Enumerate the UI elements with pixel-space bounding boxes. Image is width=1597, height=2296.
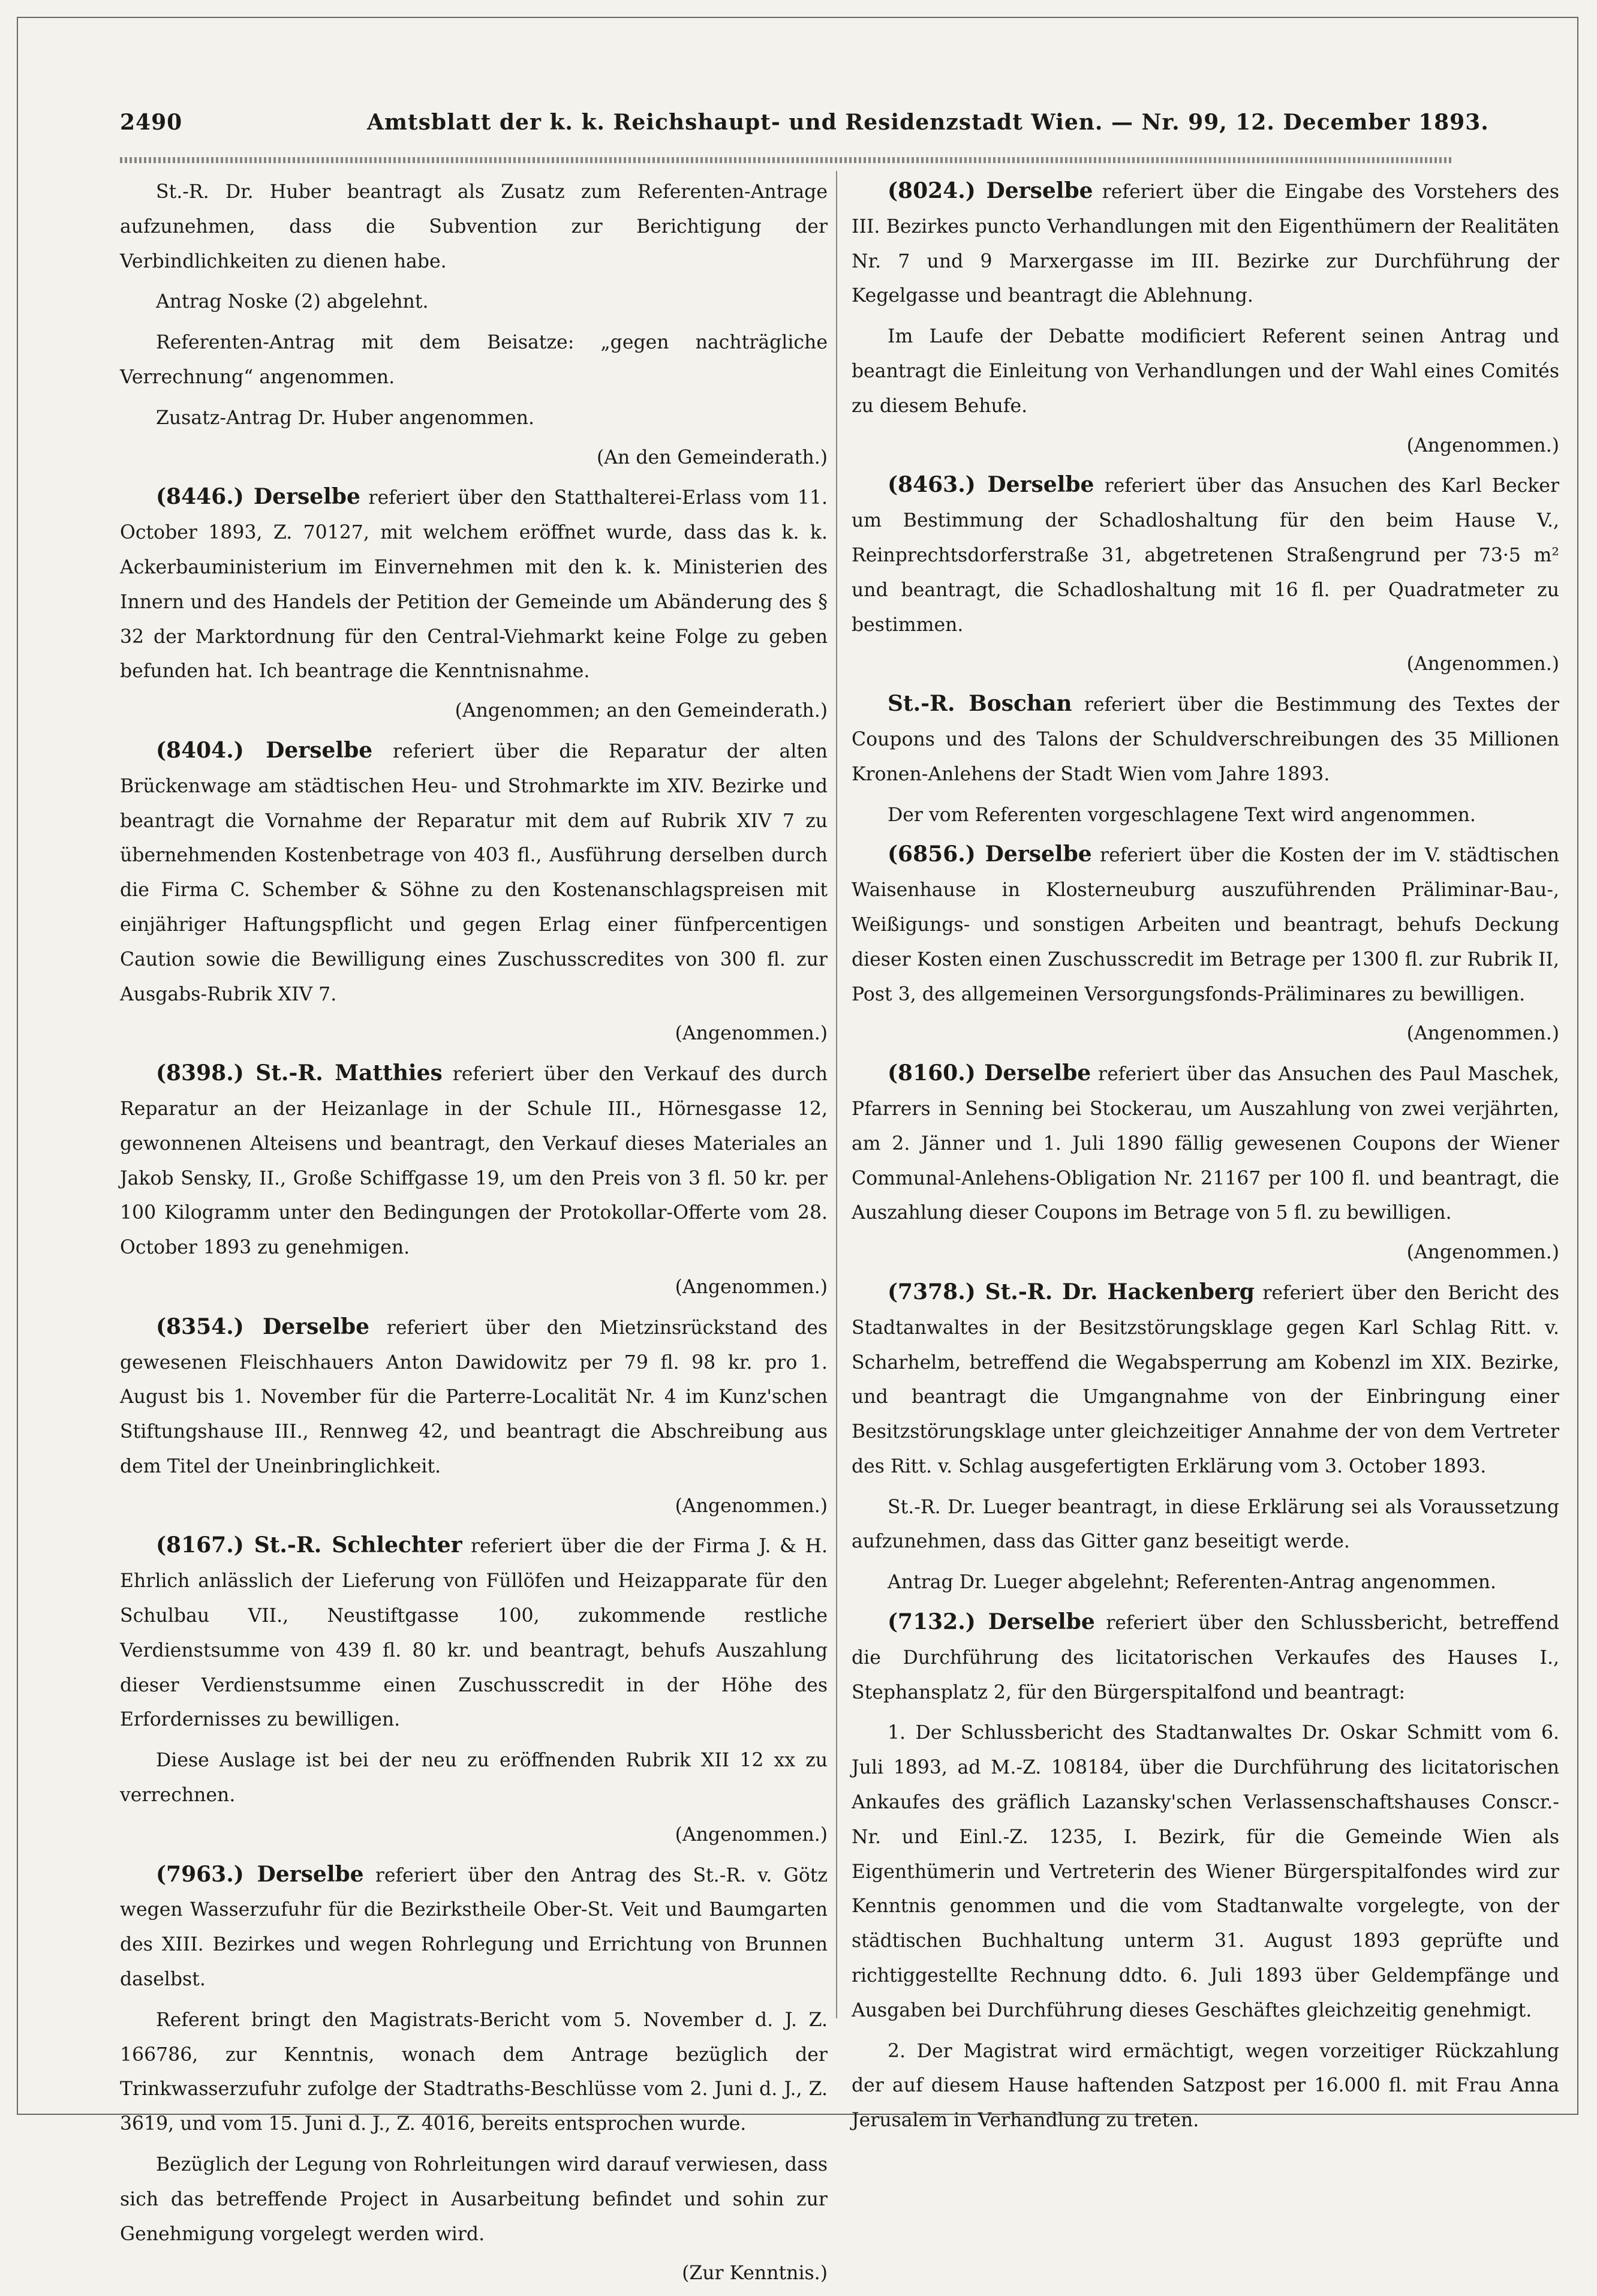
paragraph: Der vom Referenten vorgeschlagene Text wird angenommen. — [888, 804, 1476, 826]
paragraph: Referenten-Antrag mit dem Beisatze: „gegen nachträgliche Verrechnung“ angenommen. — [120, 332, 828, 388]
header-rule — [120, 157, 1451, 163]
resolution: (Angenommen.) — [675, 1495, 828, 1517]
paragraph: (8167.) St.-R. Schlechter referiert über die der Firma J. & H. Ehrlich anlässlich der Lieferung von Füllöfen und Heizapparate für den Schulbau VII., Neustiftgasse 100, zukommende restliche Verdienstsumme von 439 fl. 80 kr. und beantragt, behufs Auszahlung dieser Verdienstsumme einen Zuschusscredit in der Höhe des Erfordernisses zu bewilligen. — [120, 1532, 828, 1731]
paragraph: (6856.) Derselbe referiert über die Kosten der im V. städtischen Waisenhause in Klosterneuburg auszuführenden Präliminar-Bau-, Weißigungs- und sonstigen Arbeiten und beantragt, behufs Deckung dieser Kosten einen Zuschusscredit im Betrage per 1300 fl. zur Rubrik II, Post 3, des allgemeinen Versorgungsfonds-Präliminares zu bewilligen. — [852, 842, 1560, 1005]
paragraph: (7378.) St.-R. Dr. Hackenberg referiert über den Bericht des Stadtanwaltes in der Besitzstörungsklage gegen Karl Schlag Ritt. v. Scharhelm, betreffend die Wegabsperrung am Kobenzl im XIX. Bezirke, und beantragt die Umgangnahme von der Einbringung einer Besitzstörungsklage unter gleichzeitiger Annahme der von dem Vertreter des Ritt. v. Schlag ausgefertigten Erklärung vom 3. October 1893. — [852, 1279, 1560, 1477]
paragraph: (7963.) Derselbe referiert über den Antrag des St.-R. v. Götz wegen Wasserzufuhr für die Bezirkstheile Ober-St. Veit und Baumgarten des XIII. Bezirkes und wegen Rohrlegung und Errichtung von Brunnen daselbst. — [120, 1861, 828, 1991]
resolution: (Angenommen.) — [1406, 1023, 1559, 1045]
paragraph: Antrag Dr. Lueger abgelehnt; Referenten-Antrag angenommen. — [888, 1571, 1497, 1594]
resolution: (Angenommen.) — [1406, 653, 1559, 675]
resolution: (Angenommen.) — [675, 1023, 828, 1045]
paragraph: Antrag Noske (2) abgelehnt. — [156, 291, 429, 313]
resolution: (Angenommen.) — [675, 1276, 828, 1298]
right-column — [852, 174, 1559, 2143]
paragraph: (8446.) Derselbe referiert über den Statthalterei-Erlass vom 11. October 1893, Z. 70127, mit welchem eröffnet wurde, dass das k. k. Ackerbauministerium im Einvernehmen mit den k. k. Ministerien des Innern und des Handels der Petition der Gemeinde um Abänderung des § 32 der Marktordnung für den Central-Viehmarkt keine Folge zu geben befunden hat. Ich beantrage die Kenntnisnahme. — [120, 484, 828, 683]
page-header — [120, 110, 1489, 146]
resolution: (Angenommen.) — [675, 1823, 828, 1846]
paragraph: Diese Auslage ist bei der neu zu eröffnenden Rubrik XII 12 xx zu verrechnen. — [120, 1750, 828, 1807]
paragraph: 1. Der Schlussbericht des Stadtanwaltes Dr. Oskar Schmitt vom 6. Juli 1893, ad M.-Z. 108184, über die Durchführung des licitatorischen Ankaufes des gräflich Lazansky'schen Verlassenschaftshauses Conscr.-Nr. und Einl.-Z. 1235, I. Bezirk, für die Gemeinde Wien als Eigenthümerin und Vertreterin des Wiener Bürgerspitalfondes wird zur Kenntnis genommen und die vom Stadtanwalte vorgelegte, von der städtischen Buchhaltung unterm 31. August 1893 geprüfte und richtiggestellte Rechnung ddto. 6. Juli 1893 über Geldempfänge und Ausgaben bei Durchführung dieses Geschäftes gleichzeitig genehmigt. — [852, 1722, 1559, 2021]
page-number: 2490 — [120, 110, 183, 135]
resolution: (Angenommen.) — [1406, 1242, 1559, 1264]
column-divider — [836, 171, 837, 2018]
resolution: (An den Gemeinderath.) — [596, 446, 828, 468]
paragraph: Referent bringt den Magistrats-Bericht vom 5. November d. J. Z. 166786, zur Kenntnis, wonach dem Antrage bezüglich der Trinkwasserzufuhr zufolge der Stadtraths-Beschlüsse vom 2. Juni d. J., Z. 3619, und vom 15. Juni d. J., Z. 4016, bereits entsprochen wurde. — [120, 2009, 828, 2135]
paragraph: (8398.) St.-R. Matthies referiert über den Verkauf des durch Reparatur an der Heizanlage in der Schule III., Hörnesgasse 12, gewonnenen Alteisens und beantragt, den Verkauf dieses Materiales an Jakob Sensky, II., Große Schiffgasse 19, um den Preis von 3 fl. 50 kr. per 100 Kilogramm unter den Bedingungen der Protokollar-Offerte vom 28. October 1893 zu genehmigen. — [120, 1060, 828, 1259]
resolution: (Zur Kenntnis.) — [682, 2262, 828, 2285]
left-column — [120, 174, 828, 2296]
paragraph: (8354.) Derselbe referiert über den Mietzinsrückstand des gewesenen Fleischhauers Anton Dawidowitz per 79 fl. 98 kr. pro 1. August bis 1. November für die Parterre-Localität Nr. 4 im Kunz'schen Stiftungshause III., Rennweg 42, und beantragt die Abschreibung aus dem Titel der Uneinbringlichkeit. — [120, 1314, 828, 1477]
paragraph: St.-R. Dr. Lueger beantragt, in diese Erklärung sei als Voraussetzung aufzunehmen, dass das Gitter ganz beseitigt werde. — [852, 1496, 1559, 1553]
paragraph: Bezüglich der Legung von Rohrleitungen wird darauf verwiesen, dass sich das betreffende Project in Ausarbeitung befindet und sohin zur Genehmigung vorgelegt werden wird. — [120, 2154, 828, 2245]
resolution: (Angenommen.) — [1406, 434, 1559, 456]
masthead-title: Amtsblatt der k. k. Reichshaupt- und Residenzstadt Wien. — Nr. 99, 12. December 1893. — [367, 110, 1489, 135]
paragraph: (7132.) Derselbe referiert über den Schlussbericht, betreffend die Durchführung des licitatorischen Verkaufes des Hauses I., Stephansplatz 2, für den Bürgerspitalfond und beantragt: — [852, 1609, 1560, 1703]
paragraph: (8160.) Derselbe referiert über das Ansuchen des Paul Maschek, Pfarrers in Senning bei Stockerau, um Auszahlung von zwei verjährten, am 2. Jänner und 1. Juli 1890 fällig gewesenen Coupons der Wiener Communal-Anlehens-Obligation Nr. 21167 per 100 fl. und beantragt, die Auszahlung dieser Coupons im Betrage von 5 fl. zu bewilligen. — [852, 1060, 1560, 1224]
paragraph: Im Laufe der Debatte modificiert Referent seinen Antrag und beantragt die Einleitung von Verhandlungen und der Wahl eines Comités zu diesem Behufe. — [852, 326, 1559, 417]
paragraph: (8024.) Derselbe referiert über die Eingabe des Vorstehers des III. Bezirkes puncto Verhandlungen mit den Eigenthümern der Realitäten Nr. 7 und 9 Marxergasse im III. Bezirke zur Durchführung der Kegelgasse und beantragt die Ablehnung. — [852, 178, 1559, 307]
paragraph: St.-R. Boschan referiert über die Bestimmung des Textes der Coupons und des Talons der Schuldverschreibungen des 35 Millionen Kronen-Anlehens der Stadt Wien vom Jahre 1893. — [852, 691, 1560, 785]
paragraph: Zusatz-Antrag Dr. Huber angenommen. — [156, 407, 535, 429]
resolution: (Angenommen; an den Gemeinderath.) — [455, 700, 828, 722]
paragraph: (8463.) Derselbe referiert über das Ansuchen des Karl Becker um Bestimmung der Schadloshaltung für den beim Hause V., Reinprechtsdorferstraße 31, abgetretenen Straßengrund per 73·5 m² und beantragt, die Schadloshaltung mit 16 fl. per Quadratmeter zu bestimmen. — [852, 472, 1560, 636]
paragraph: (8404.) Derselbe referiert über die Reparatur der alten Brückenwage am städtischen Heu- und Strohmarkte im XIV. Bezirke und beantragt die Vornahme der Reparatur mit dem auf Rubrik XIV 7 zu übernehmenden Kostenbetrage von 403 fl., Ausführung derselben durch die Firma C. Schember & Söhne zu den Kostenanschlagspreisen mit einjähriger Haftungspflicht und gegen Erlag einer fünfpercentigen Caution sowie die Bewilligung eines Zuschusscredites von 300 fl. zur Ausgabs-Rubrik XIV 7. — [120, 737, 828, 1005]
paragraph: St.-R. Dr. Huber beantragt als Zusatz zum Referenten-Antrage aufzunehmen, dass die Subvention zur Berichtigung der Verbindlichkeiten zu dienen habe. — [120, 181, 828, 272]
paragraph: 2. Der Magistrat wird ermächtigt, wegen vorzeitiger Rückzahlung der auf diesem Hause haftenden Satzpost per 16.000 fl. mit Frau Anna Jerusalem in Verhandlung zu treten. — [852, 2040, 1559, 2132]
